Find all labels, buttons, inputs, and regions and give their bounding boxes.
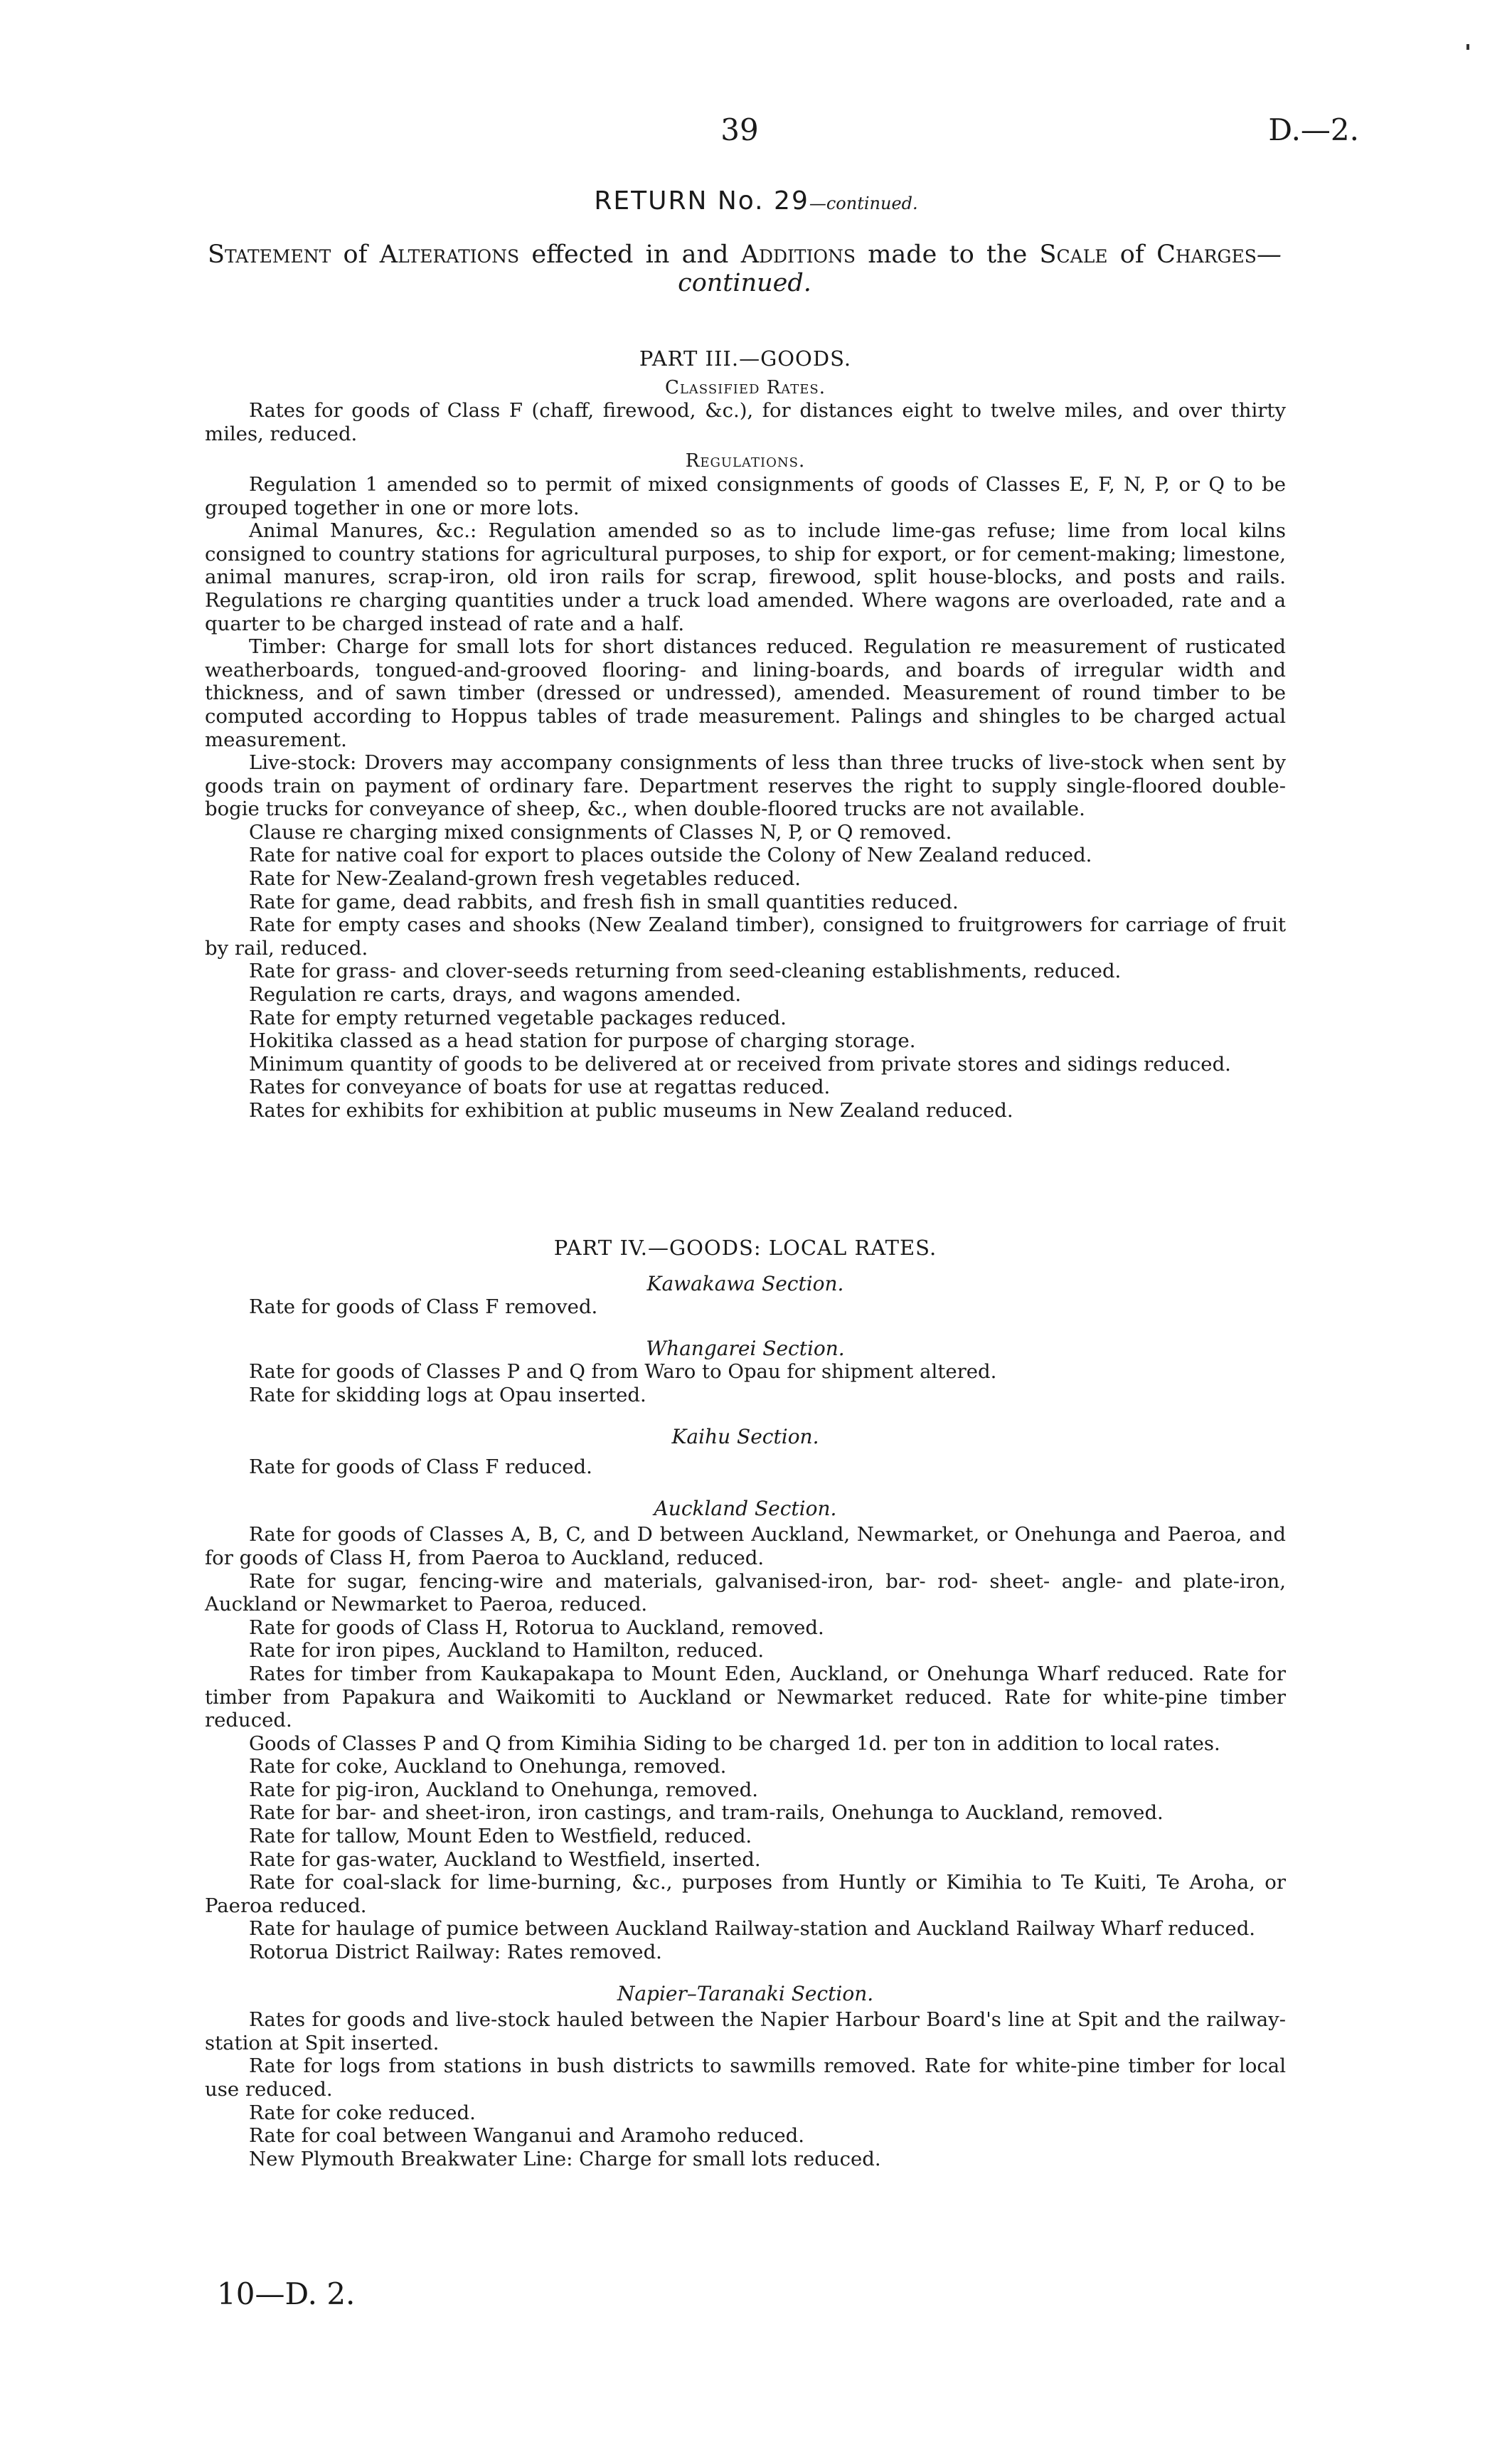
local-rate-item: Rate for pig-iron, Auckland to Onehunga, removed.: [249, 1778, 758, 1801]
statement-word: effected in and: [531, 240, 729, 269]
section-heading: Kawakawa Section.: [646, 1271, 844, 1295]
local-rates-sections: [205, 1273, 1286, 2171]
regulations-heading: Regulations.: [685, 450, 806, 472]
regulation-paragraph: Rate for grass- and clover-seeds returning from seed-cleaning establishments, reduced.: [249, 960, 1122, 983]
regulation-paragraph: Regulation 1 amended so to permit of mixed consignments of goods of Classes E, F, N, P, or Q to be grouped together in one or more lots.: [205, 472, 1286, 519]
local-rate-item: Rotorua District Railway: Rates removed.: [249, 1941, 662, 1964]
local-rate-item: Goods of Classes P and Q from Kimihia Siding to be charged 1d. per ton in addition to local rates.: [249, 1731, 1220, 1755]
local-rate-item: Rate for bar- and sheet-iron, iron castings, and tram-rails, Onehunga to Auckland, removed.: [249, 1801, 1164, 1825]
local-rate-item: Rate for coke reduced.: [249, 2101, 476, 2124]
local-rate-item: Rate for haulage of pumice between Auckland Railway-station and Auckland Railway Wharf reduced.: [249, 1917, 1256, 1941]
regulation-paragraph: Timber: Charge for small lots for short distances reduced. Regulation re measurement of rusticated weatherboards, tongued-and-grooved flooring- and lining-boards, and boards of irregular width and thickness, and of sawn timber (dressed or undressed), amended. Measurement of round timber to be computed according to Hoppus tables of trade measurement. Palings and shingles to be charged actual measurement.: [205, 635, 1286, 751]
local-rate-item: Rates for timber from Kaukapakapa to Mount Eden, Auckland, or Onehunga Wharf reduced. Rate for timber from Papakura and Waikomiti to Auckland or Newmarket reduced. Rate for white-pine timber reduced.: [205, 1662, 1286, 1732]
statement-word: Charges: [1156, 240, 1257, 269]
regulation-paragraph: Rates for exhibits for exhibition at public museums in New Zealand reduced.: [249, 1099, 1013, 1122]
local-rate-item: Rate for skidding logs at Opau inserted.: [249, 1383, 646, 1406]
regulation-paragraph: Live-stock: Drovers may accompany consignments of less than three trucks of live-stock when sent by goods train on payment of ordinary fare. Department reserves the right to supply single-floored double-bogie trucks for conveyance of sheep, &c., when double-floored trucks are not available.: [205, 751, 1286, 821]
local-rate-item: Rate for coal-slack for lime-burning, &c., purposes from Huntly or Kimihia to Te Kuiti, Te Aroha, or Paeroa reduced.: [205, 1871, 1286, 1917]
statement-word: Alterations: [379, 240, 520, 269]
local-rate-item: Rate for goods of Class F reduced.: [249, 1455, 592, 1479]
statement-heading: [208, 240, 1282, 297]
section-heading: Whangarei Section.: [646, 1336, 845, 1360]
local-rate-item: Rate for tallow, Mount Eden to Westfield, reduced.: [249, 1825, 752, 1848]
statement-word: Additions: [740, 240, 856, 269]
statement-word: of: [343, 240, 368, 269]
footer-signature: 10—D. 2.: [217, 2276, 356, 2311]
classified-rates-text: Rates for goods of Class F (chaff, firewood, &c.), for distances eight to twelve miles, and over thirty miles, reduced.: [205, 399, 1286, 445]
document-reference: D.—2.: [1268, 112, 1359, 147]
regulation-paragraph: Rate for game, dead rabbits, and fresh fish in small quantities reduced.: [249, 890, 959, 913]
return-title-continued: —continued.: [809, 193, 918, 213]
regulation-paragraph: Regulation re carts, drays, and wagons amended.: [249, 983, 742, 1007]
part-four-heading: PART IV.—GOODS: LOCAL RATES.: [553, 1236, 937, 1260]
return-title: [0, 186, 1512, 216]
classified-rates-heading: Classified Rates.: [664, 376, 826, 398]
regulation-paragraph: Rate for New-Zealand-grown fresh vegetables reduced.: [249, 867, 802, 891]
statement-word: Scale: [1039, 240, 1108, 269]
regulation-paragraph: Clause re charging mixed consignments of Classes N, P, or Q removed.: [249, 820, 952, 844]
regulation-paragraph: Rate for empty returned vegetable packages reduced.: [249, 1006, 787, 1029]
local-rate-item: Rate for gas-water, Auckland to Westfield, inserted.: [249, 1847, 761, 1871]
local-rate-item: Rate for iron pipes, Auckland to Hamilton, reduced.: [249, 1639, 765, 1662]
statement-word: — continued.: [678, 240, 1282, 297]
local-rate-item: Rate for goods of Classes P and Q from Waro to Opau for shipment altered.: [249, 1360, 997, 1384]
statement-word: Statement: [208, 240, 331, 269]
regulation-paragraph: Rate for empty cases and shooks (New Zealand timber), consigned to fruitgrowers for carriage of fruit by rail, reduced.: [205, 913, 1286, 960]
part-three: [205, 347, 1286, 1123]
local-rate-item: New Plymouth Breakwater Line: Charge for small lots reduced.: [249, 2147, 881, 2170]
statement-word: made to the: [868, 240, 1028, 269]
regulation-paragraph: Animal Manures, &c.: Regulation amended so as to include lime-gas refuse; lime from local kilns consigned to country stations for agricultural purposes, to ship for export, or for cement-making; limestone, animal manures, scrap-iron, old iron rails for scrap, firewood, split house-blocks, and posts and rails. Regulations re charging quantities under a truck load amended. Where wagons are overloaded, rate and a quarter to be charged instead of rate and a half.: [205, 519, 1286, 635]
section-heading: Napier–Taranaki Section.: [617, 1981, 874, 2005]
local-rate-item: Rates for goods and live-stock hauled between the Napier Harbour Board's line at Spit and the railway-station at Spit inserted.: [205, 2008, 1286, 2054]
return-title-main: RETURN No. 29: [594, 186, 809, 216]
regulations-list: [205, 473, 1286, 1123]
section-heading: Kaihu Section.: [671, 1424, 819, 1448]
local-rate-item: Rate for coal between Wanganui and Aramoho reduced.: [249, 2124, 804, 2148]
scan-mark: [1466, 44, 1469, 50]
section-heading: Auckland Section.: [654, 1496, 837, 1520]
page-number: 39: [720, 112, 759, 147]
local-rate-item: Rate for coke, Auckland to Onehunga, removed.: [249, 1755, 727, 1778]
local-rate-item: Rate for goods of Class H, Rotorua to Auckland, removed.: [249, 1616, 824, 1639]
regulation-paragraph: Minimum quantity of goods to be delivered at or received from private stores and sidings reduced.: [249, 1052, 1231, 1076]
regulation-paragraph: Hokitika classed as a head station for purpose of charging storage.: [249, 1029, 916, 1053]
part-three-heading: PART III.—GOODS.: [639, 346, 852, 371]
statement-word: of: [1119, 240, 1144, 269]
local-rate-item: Rate for sugar, fencing-wire and materials, galvanised-iron, bar- rod- sheet- angle- and plate-iron, Auckland or Newmarket to Paeroa, reduced.: [205, 1569, 1286, 1616]
local-rate-item: Rate for goods of Class F removed.: [249, 1295, 598, 1319]
regulation-paragraph: Rate for native coal for export to places outside the Colony of New Zealand reduced.: [249, 844, 1092, 867]
regulation-paragraph: Rates for conveyance of boats for use at regattas reduced.: [249, 1076, 831, 1099]
local-rate-item: Rate for goods of Classes A, B, C, and D between Auckland, Newmarket, or Onehunga and Paeroa, and for goods of Class H, from Paeroa to Auckland, reduced.: [205, 1523, 1286, 1569]
part-four: [205, 1236, 1286, 2170]
local-rate-item: Rate for logs from stations in bush districts to sawmills removed. Rate for white-pine timber for local use reduced.: [205, 2054, 1286, 2101]
